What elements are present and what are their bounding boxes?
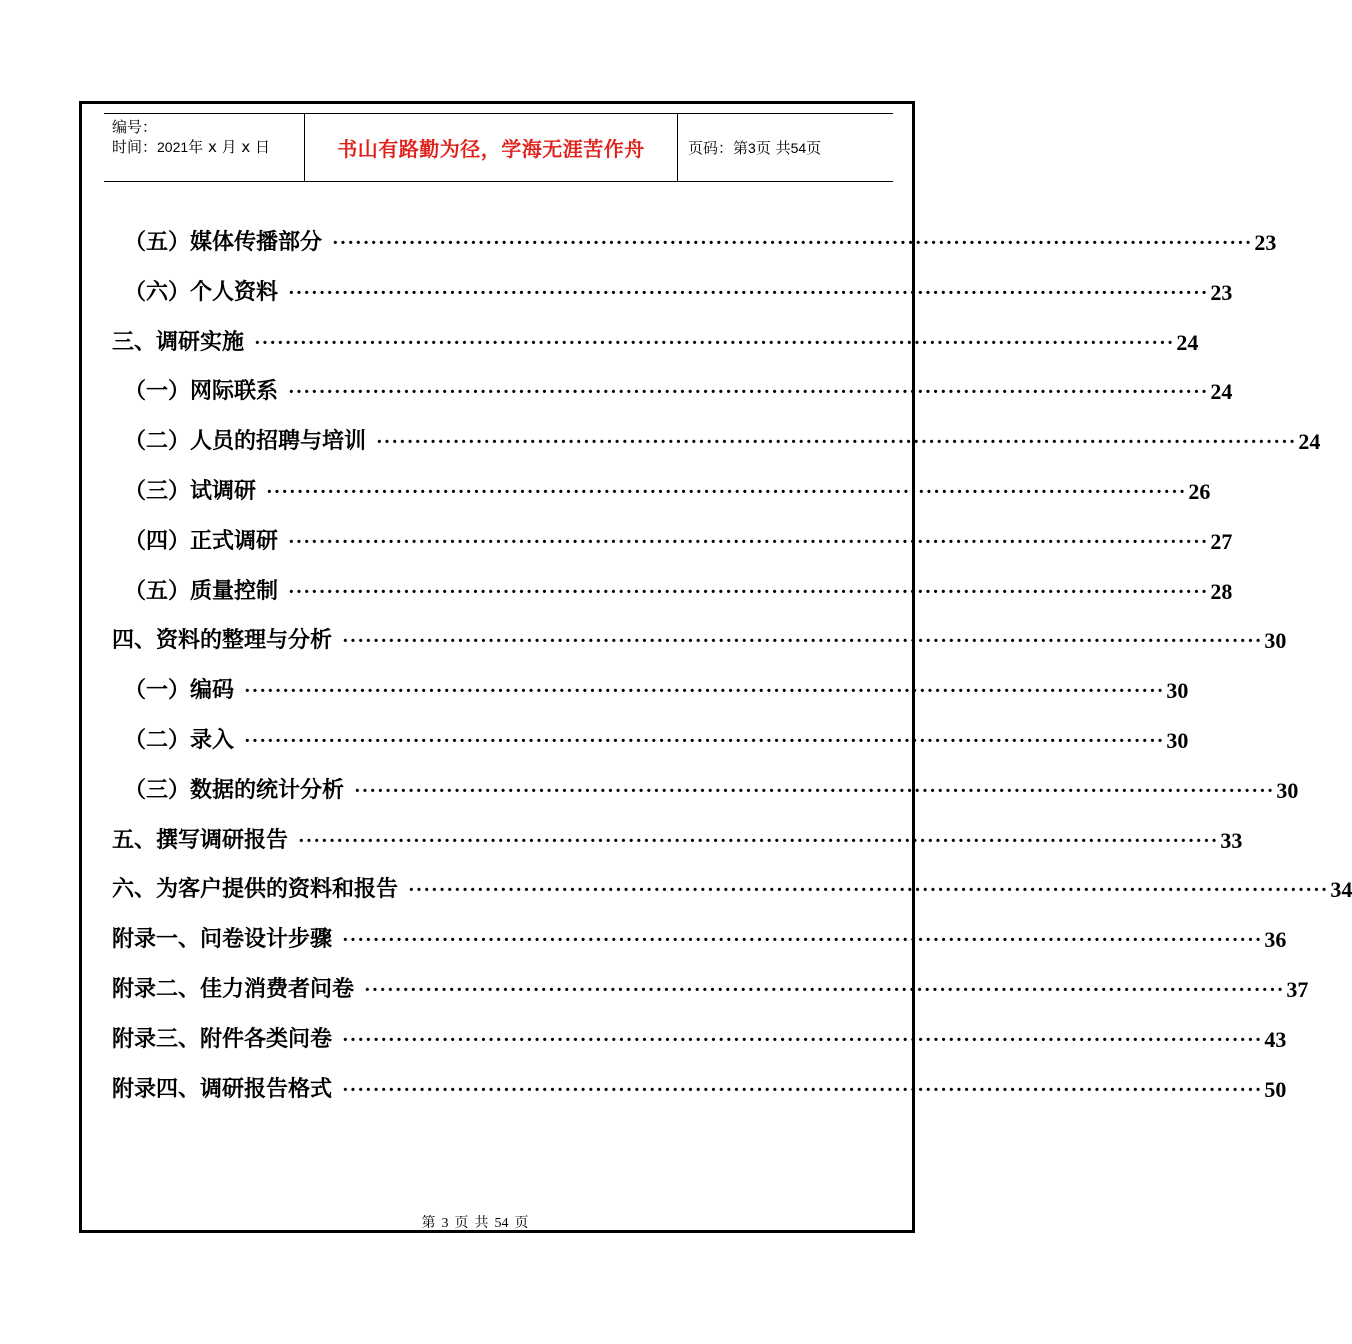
toc-entry[interactable] (112, 965, 1309, 1005)
toc-leader-dots: ························································································································ (288, 530, 1209, 553)
toc-entry[interactable] (112, 1015, 1287, 1055)
page-footer (0, 1212, 950, 1232)
toc-leader-dots: ························································································································ (354, 779, 1275, 802)
toc-entry-page: 33 (1220, 827, 1243, 853)
toc-entry-page: 23 (1210, 279, 1233, 305)
date-line (112, 137, 304, 157)
toc-entry-label: 五、撰写调研报告 (112, 827, 289, 853)
toc-entry[interactable] (124, 567, 1233, 607)
toc-leader-dots: ························································································································ (288, 580, 1209, 603)
toc-entry[interactable] (124, 268, 1233, 308)
toc-leader-dots: ························································································································ (342, 630, 1263, 653)
toc-entry[interactable] (112, 865, 1352, 905)
toc-entry-page: 24 (1298, 429, 1321, 455)
toc-leader-dots: ························································································································ (332, 232, 1253, 254)
toc-entry-label: 六、为客户提供的资料和报告 (112, 877, 399, 903)
toc-entry-label: （二）录入 (124, 728, 235, 753)
toc-leader-dots: ························································································································ (342, 929, 1263, 952)
toc-entry[interactable] (124, 716, 1189, 756)
toc-entry[interactable] (112, 318, 1199, 358)
toc-leader-dots: ························································································································ (342, 1078, 1263, 1101)
toc-entry-label: （二）人员的招聘与培训 (124, 429, 367, 455)
toc-entry[interactable] (124, 666, 1189, 706)
toc-entry[interactable] (124, 517, 1233, 557)
toc-entry-label: （五）媒体传播部分 (124, 230, 323, 255)
toc-leader-dots: ························································································································ (288, 281, 1209, 304)
toc-leader-dots: ························································································································ (266, 481, 1187, 503)
toc-entry[interactable] (112, 616, 1287, 656)
toc-entry-page: 50 (1264, 1076, 1287, 1102)
toc-entry-page: 36 (1264, 927, 1287, 953)
toc-entry[interactable] (124, 218, 1277, 258)
toc-entry-page: 30 (1166, 678, 1189, 704)
toc-leader-dots: ························································································································ (298, 829, 1219, 852)
header-info-cell (104, 114, 305, 181)
header-page-cell (678, 114, 893, 181)
toc-leader-dots: ························································································································ (342, 1028, 1263, 1051)
toc-entry-label: （五）质量控制 (124, 578, 279, 604)
toc-entry[interactable] (124, 467, 1211, 507)
toc-entry-label: （三）数据的统计分析 (124, 777, 345, 803)
toc-entry[interactable] (112, 915, 1287, 955)
toc-entry-page: 27 (1210, 528, 1233, 554)
time-text: 年 x 月 x 日 (188, 138, 270, 156)
time-year: 2021 (157, 139, 189, 155)
toc-entry-label: 附录三、附件各类问卷 (112, 1026, 333, 1052)
toc-entry-page: 24 (1176, 329, 1199, 355)
toc-entry-label: 附录二、佳力消费者问卷 (112, 977, 355, 1002)
motto-text: 书山有路勤为径，学海无涯苦作舟 (337, 137, 645, 161)
page-suffix: 页 (806, 139, 822, 157)
page-current: 3 (748, 139, 756, 156)
toc-leader-dots: ························································································································ (244, 730, 1165, 752)
toc-entry-label: （六）个人资料 (124, 279, 279, 305)
toc-entry[interactable] (124, 417, 1321, 457)
toc-entry-page: 23 (1254, 230, 1277, 255)
toc-leader-dots: ························································································································ (408, 879, 1329, 902)
toc-entry-page: 37 (1286, 977, 1309, 1002)
toc-entry-page: 30 (1264, 628, 1287, 654)
header-motto-cell (305, 114, 678, 181)
toc-leader-dots: ························································································································ (288, 381, 1209, 404)
toc-entry-label: 附录四、调研报告格式 (112, 1076, 333, 1102)
toc-entry-page: 30 (1166, 728, 1189, 753)
toc-entry-page: 28 (1210, 578, 1233, 604)
toc-entry[interactable] (112, 1065, 1287, 1105)
toc-entry-page: 43 (1264, 1026, 1287, 1052)
toc-leader-dots: ························································································································ (244, 680, 1165, 703)
header-table (104, 113, 893, 182)
footer-page-word2: 页 (514, 1216, 529, 1231)
time-prefix: 时间： (112, 138, 158, 156)
footer-current: 3 (441, 1216, 449, 1231)
page-total: 54 (790, 139, 807, 156)
toc-entry-page: 24 (1210, 379, 1233, 405)
toc-entry[interactable] (124, 766, 1299, 806)
toc-leader-dots: ························································································································ (364, 979, 1285, 1001)
footer-page-word: 页 (454, 1216, 469, 1231)
footer-total-word: 共 (474, 1216, 489, 1231)
toc-entry-page: 34 (1330, 877, 1352, 903)
toc-entry[interactable] (124, 367, 1233, 407)
toc-entry-label: 附录一、问卷设计步骤 (112, 927, 333, 953)
toc-leader-dots: ························································································································ (254, 331, 1175, 354)
footer-total: 54 (494, 1216, 509, 1231)
toc-entry-page: 30 (1276, 777, 1299, 803)
toc-entry-page: 26 (1188, 479, 1211, 504)
toc-entry-label: （四）正式调研 (124, 528, 279, 554)
toc-entry-label: （一）编码 (124, 678, 235, 704)
toc-entry[interactable] (112, 816, 1243, 856)
serial-number-label: 编号： (112, 118, 158, 136)
footer-first: 第 (421, 1216, 436, 1231)
toc-entry-label: 四、资料的整理与分析 (112, 628, 333, 654)
toc-entry-label: （三）试调研 (124, 479, 257, 504)
toc-leader-dots: ························································································································ (376, 431, 1297, 454)
page-label: 页码：第 (688, 139, 749, 157)
toc-entry-label: （一）网际联系 (124, 379, 279, 405)
page-mid: 页 共 (755, 139, 791, 157)
toc-entry-label: 三、调研实施 (112, 329, 245, 355)
